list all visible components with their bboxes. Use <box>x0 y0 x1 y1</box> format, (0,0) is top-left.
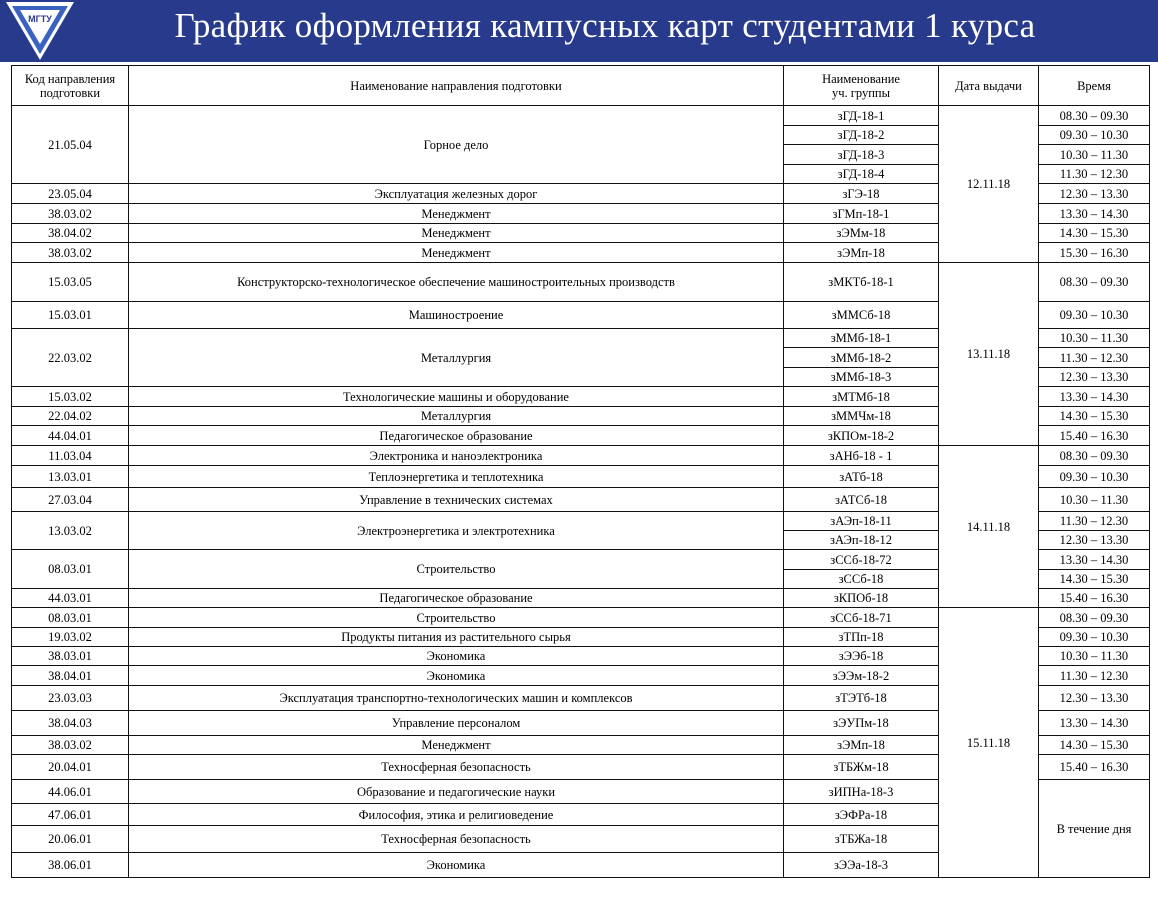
group-name: зГД-18-4 <box>784 165 939 184</box>
time-slot: 14.30 – 15.30 <box>1039 736 1150 755</box>
logo-text: МГТУ <box>28 14 52 24</box>
group-name: зССб-18-71 <box>784 608 939 628</box>
group-name: зМТМб-18 <box>784 387 939 407</box>
group-name: зГД-18-1 <box>784 106 939 126</box>
group-name: зССб-18 <box>784 570 939 589</box>
header-time: Время <box>1039 66 1150 106</box>
direction-name: Горное дело <box>129 106 784 184</box>
table-row <box>12 446 1150 466</box>
group-name: зТБЖм-18 <box>784 755 939 780</box>
direction-name: Менеджмент <box>129 224 784 243</box>
direction-code: 44.03.01 <box>12 589 129 608</box>
group-name: зЭМп-18 <box>784 243 939 263</box>
time-slot: 14.30 – 15.30 <box>1039 570 1150 589</box>
direction-code: 11.03.04 <box>12 446 129 466</box>
direction-code: 38.03.01 <box>12 647 129 666</box>
group-name: зЭМп-18 <box>784 736 939 755</box>
direction-code: 13.03.02 <box>12 512 129 550</box>
direction-name: Управление персоналом <box>129 711 784 736</box>
direction-name: Электроэнергетика и электротехника <box>129 512 784 550</box>
direction-code: 19.03.02 <box>12 628 129 647</box>
time-slot: 08.30 – 09.30 <box>1039 608 1150 628</box>
time-slot: 15.30 – 16.30 <box>1039 243 1150 263</box>
direction-code: 08.03.01 <box>12 608 129 628</box>
time-slot: 09.30 – 10.30 <box>1039 302 1150 329</box>
direction-code: 15.03.02 <box>12 387 129 407</box>
time-slot: 13.30 – 14.30 <box>1039 204 1150 224</box>
direction-name: Менеджмент <box>129 204 784 224</box>
group-name: зИПНа-18-3 <box>784 780 939 804</box>
group-name: зЭМм-18 <box>784 224 939 243</box>
direction-name: Конструкторско-технологическое обеспечение машиностроительных производств <box>129 263 784 302</box>
time-slot: 08.30 – 09.30 <box>1039 106 1150 126</box>
direction-name: Эксплуатация транспортно-технологических машин и комплексов <box>129 686 784 711</box>
direction-name: Философия, этика и религиоведение <box>129 804 784 826</box>
direction-code: 23.05.04 <box>12 184 129 204</box>
time-note: В течение дня <box>1039 780 1150 878</box>
direction-name: Экономика <box>129 666 784 686</box>
direction-name: Технологические машины и оборудование <box>129 387 784 407</box>
header-direction: Наименование направления подготовки <box>129 66 784 106</box>
time-slot: 12.30 – 13.30 <box>1039 686 1150 711</box>
direction-code: 44.06.01 <box>12 780 129 804</box>
direction-name: Металлургия <box>129 407 784 426</box>
group-name: зЭУПм-18 <box>784 711 939 736</box>
group-name: зЭЭб-18 <box>784 647 939 666</box>
time-slot: 08.30 – 09.30 <box>1039 263 1150 302</box>
group-name: зТПп-18 <box>784 628 939 647</box>
group-name: зММб-18-1 <box>784 329 939 348</box>
direction-name: Эксплуатация железных дорог <box>129 184 784 204</box>
group-name: зЭЭа-18-3 <box>784 853 939 878</box>
direction-name: Образование и педагогические науки <box>129 780 784 804</box>
direction-code: 20.04.01 <box>12 755 129 780</box>
time-slot: 13.30 – 14.30 <box>1039 387 1150 407</box>
direction-name: Строительство <box>129 550 784 589</box>
direction-code: 38.04.01 <box>12 666 129 686</box>
direction-code: 20.06.01 <box>12 826 129 853</box>
direction-name: Управление в технических системах <box>129 488 784 512</box>
table-row <box>12 106 1150 126</box>
group-name: зГД-18-3 <box>784 145 939 165</box>
time-slot: 10.30 – 11.30 <box>1039 647 1150 666</box>
time-slot: 10.30 – 11.30 <box>1039 488 1150 512</box>
direction-code: 38.03.02 <box>12 736 129 755</box>
group-name: зМКТб-18-1 <box>784 263 939 302</box>
group-name: зГМп-18-1 <box>784 204 939 224</box>
direction-code: 38.06.01 <box>12 853 129 878</box>
group-name: зММСб-18 <box>784 302 939 329</box>
direction-code: 44.04.01 <box>12 426 129 446</box>
direction-name: Металлургия <box>129 329 784 387</box>
direction-code: 22.04.02 <box>12 407 129 426</box>
direction-name: Экономика <box>129 647 784 666</box>
group-name: зЭФРа-18 <box>784 804 939 826</box>
direction-code: 13.03.01 <box>12 466 129 488</box>
group-name: зССб-18-72 <box>784 550 939 570</box>
group-name: зММЧм-18 <box>784 407 939 426</box>
direction-name: Техносферная безопасность <box>129 755 784 780</box>
header-code: Код направления подготовки <box>12 66 129 106</box>
time-slot: 11.30 – 12.30 <box>1039 512 1150 531</box>
direction-name: Машиностроение <box>129 302 784 329</box>
group-name: зММб-18-2 <box>784 348 939 368</box>
direction-code: 15.03.05 <box>12 263 129 302</box>
direction-name: Электроника и наноэлектроника <box>129 446 784 466</box>
page-title: График оформления кампусных карт студентами 1 курса <box>174 6 1036 45</box>
direction-name: Педагогическое образование <box>129 589 784 608</box>
direction-name: Менеджмент <box>129 243 784 263</box>
time-slot: 13.30 – 14.30 <box>1039 711 1150 736</box>
group-name: зТЭТб-18 <box>784 686 939 711</box>
table-row <box>12 263 1150 302</box>
time-slot: 15.40 – 16.30 <box>1039 426 1150 446</box>
direction-code: 08.03.01 <box>12 550 129 589</box>
title-banner <box>0 0 1158 62</box>
direction-name: Менеджмент <box>129 736 784 755</box>
table-row <box>12 608 1150 628</box>
time-slot: 11.30 – 12.30 <box>1039 666 1150 686</box>
direction-code: 27.03.04 <box>12 488 129 512</box>
time-slot: 09.30 – 10.30 <box>1039 466 1150 488</box>
direction-name: Педагогическое образование <box>129 426 784 446</box>
direction-code: 47.06.01 <box>12 804 129 826</box>
time-slot: 14.30 – 15.30 <box>1039 407 1150 426</box>
direction-code: 21.05.04 <box>12 106 129 184</box>
header-date: Дата выдачи <box>939 66 1039 106</box>
direction-code: 23.03.03 <box>12 686 129 711</box>
group-name: зТБЖа-18 <box>784 826 939 853</box>
direction-code: 38.03.02 <box>12 243 129 263</box>
issue-date: 14.11.18 <box>939 446 1039 608</box>
group-name: зАТСб-18 <box>784 488 939 512</box>
time-slot: 09.30 – 10.30 <box>1039 628 1150 647</box>
time-slot: 11.30 – 12.30 <box>1039 165 1150 184</box>
group-name: зГЭ-18 <box>784 184 939 204</box>
direction-name: Техносферная безопасность <box>129 826 784 853</box>
header-group: Наименование уч. группы <box>784 66 939 106</box>
table-header-row <box>12 66 1150 106</box>
group-name: зЭЭм-18-2 <box>784 666 939 686</box>
time-slot: 13.30 – 14.30 <box>1039 550 1150 570</box>
issue-date: 13.11.18 <box>939 263 1039 446</box>
direction-name: Продукты питания из растительного сырья <box>129 628 784 647</box>
direction-name: Теплоэнергетика и теплотехника <box>129 466 784 488</box>
time-slot: 15.40 – 16.30 <box>1039 589 1150 608</box>
time-slot: 15.40 – 16.30 <box>1039 755 1150 780</box>
direction-code: 38.03.02 <box>12 204 129 224</box>
time-slot: 10.30 – 11.30 <box>1039 329 1150 348</box>
time-slot: 12.30 – 13.30 <box>1039 531 1150 550</box>
issue-date: 12.11.18 <box>939 106 1039 263</box>
time-slot: 12.30 – 13.30 <box>1039 368 1150 387</box>
group-name: зММб-18-3 <box>784 368 939 387</box>
time-slot: 08.30 – 09.30 <box>1039 446 1150 466</box>
schedule-table <box>11 65 1150 878</box>
group-name: зАЭп-18-11 <box>784 512 939 531</box>
time-slot: 14.30 – 15.30 <box>1039 224 1150 243</box>
group-name: зКПОм-18-2 <box>784 426 939 446</box>
group-name: зАТб-18 <box>784 466 939 488</box>
group-name: зКПОб-18 <box>784 589 939 608</box>
direction-name: Экономика <box>129 853 784 878</box>
time-slot: 11.30 – 12.30 <box>1039 348 1150 368</box>
group-name: зАНб-18 - 1 <box>784 446 939 466</box>
direction-code: 38.04.03 <box>12 711 129 736</box>
direction-code: 22.03.02 <box>12 329 129 387</box>
time-slot: 09.30 – 10.30 <box>1039 126 1150 145</box>
direction-code: 15.03.01 <box>12 302 129 329</box>
group-name: зАЭп-18-12 <box>784 531 939 550</box>
direction-name: Строительство <box>129 608 784 628</box>
time-slot: 12.30 – 13.30 <box>1039 184 1150 204</box>
issue-date: 15.11.18 <box>939 608 1039 878</box>
group-name: зГД-18-2 <box>784 126 939 145</box>
time-slot: 10.30 – 11.30 <box>1039 145 1150 165</box>
direction-code: 38.04.02 <box>12 224 129 243</box>
